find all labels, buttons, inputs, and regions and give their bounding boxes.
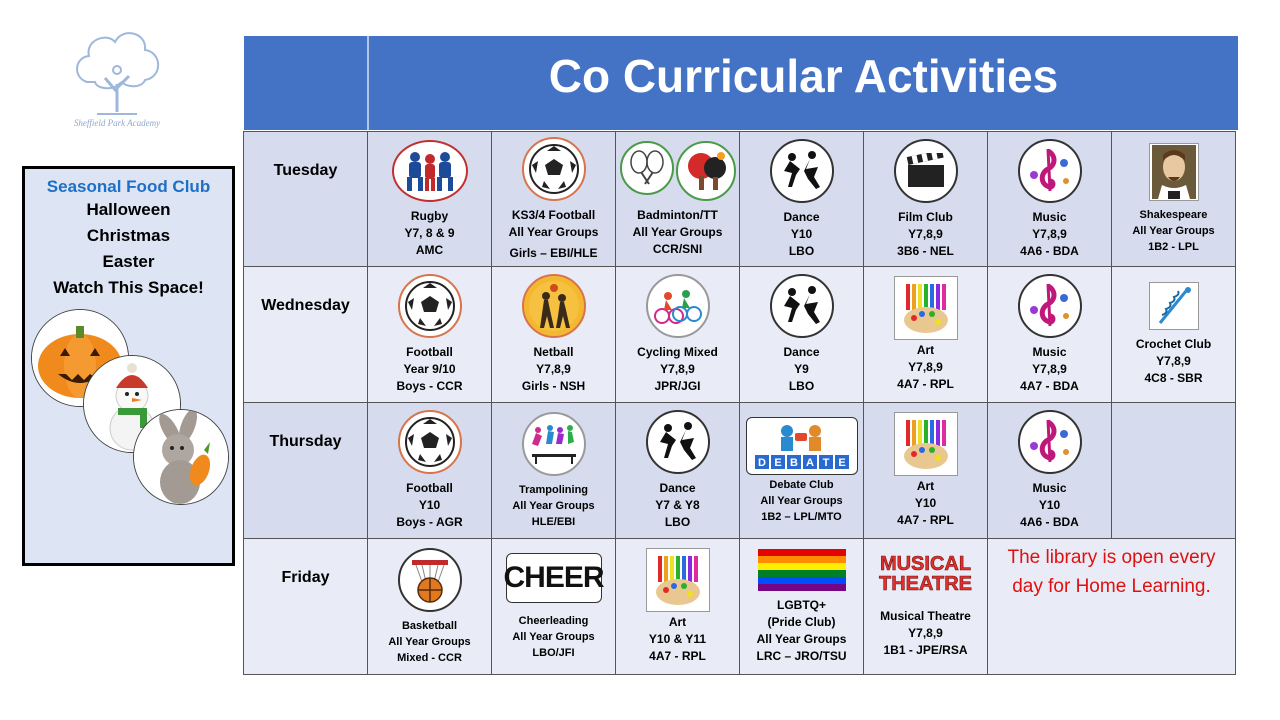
empty-cell <box>1112 403 1236 539</box>
activity-line: Crochet Club <box>1135 337 1212 351</box>
activity-cell <box>740 267 864 403</box>
activity-icon-wrap <box>864 139 987 203</box>
activity-line: Y9 <box>794 362 809 376</box>
activity-cell <box>368 132 492 267</box>
activity-line: Musical Theatre <box>880 609 971 623</box>
activity-details <box>988 209 1111 260</box>
activity-cell <box>492 539 616 675</box>
musical-theatre-icon: MUSICAL THEATRE <box>879 553 972 595</box>
rugby-icon <box>392 140 468 202</box>
activity-line: Y7,8,9 <box>1032 226 1067 241</box>
activity-details <box>368 618 491 666</box>
library-notice-cell <box>988 539 1236 675</box>
cycling-icon <box>646 274 710 338</box>
day-label: Friday <box>244 539 368 675</box>
activity-line: HLE/EBI <box>531 515 576 528</box>
trampolining-icon <box>522 412 586 476</box>
activity-line: Netball <box>533 345 574 359</box>
day-label: Tuesday <box>244 132 368 267</box>
library-notice: The library is open every day for Home Learning. <box>1007 547 1216 597</box>
music-icon <box>1018 139 1082 203</box>
food-club-title: Seasonal Food Club <box>46 177 211 196</box>
activity-icon-wrap <box>492 274 615 338</box>
activity-line: 4A6 - BDA <box>1020 515 1079 529</box>
activity-icon-wrap <box>368 140 491 202</box>
activity-details <box>616 480 739 531</box>
activity-details <box>368 344 491 395</box>
page-title: Co Curricular Activities <box>548 50 1059 102</box>
activity-details <box>368 208 491 259</box>
activity-cell <box>864 539 988 675</box>
activity-line: Y10 <box>790 226 813 241</box>
art-icon <box>894 276 958 340</box>
activity-line: All Year Groups <box>1132 225 1215 237</box>
activity-cell <box>864 132 988 267</box>
activity-cell <box>988 403 1112 539</box>
activity-line: 4A7 - BDA <box>1020 379 1079 393</box>
activity-line: Y7,8,9 <box>1032 362 1067 376</box>
activity-cell <box>616 132 740 267</box>
activity-line: Y7,8,9 <box>1156 354 1191 368</box>
shakespeare-icon <box>1149 143 1199 201</box>
svg-text:T: T <box>822 456 829 469</box>
activity-icon-wrap <box>740 274 863 338</box>
activity-line: Year 9/10 <box>403 362 456 376</box>
table-row-wednesday <box>244 267 1236 403</box>
activity-line: Dance <box>783 209 820 224</box>
seasonal-food-club-box <box>22 166 235 566</box>
activity-line: Music <box>1032 345 1067 359</box>
activity-cell <box>864 403 988 539</box>
dance-icon <box>646 410 710 474</box>
table-row-thursday <box>244 403 1236 539</box>
activity-icon-wrap <box>864 412 987 476</box>
clapperboard-icon <box>894 139 958 203</box>
food-club-item: Halloween <box>86 200 171 219</box>
food-club-item: Easter <box>102 252 155 271</box>
activity-line: (Pride Club) <box>767 614 836 629</box>
activity-icon-wrap <box>740 549 863 591</box>
activity-cell <box>616 403 740 539</box>
activity-cell <box>864 267 988 403</box>
music-icon <box>1018 274 1082 338</box>
activity-line: Y7,8,9 <box>660 362 695 376</box>
activity-line: KS3/4 Football <box>511 207 596 222</box>
activity-line: LBO <box>788 379 815 393</box>
activity-icon-wrap <box>988 410 1111 474</box>
activity-icon-wrap <box>988 274 1111 338</box>
activity-line: Boys - CCR <box>396 379 463 393</box>
activity-line: LBO <box>788 243 815 258</box>
activity-details <box>740 477 863 525</box>
activity-line: All Year Groups <box>508 224 599 239</box>
activity-icon-wrap <box>740 417 863 475</box>
activity-icon-wrap <box>740 139 863 203</box>
activity-line: Y7,8,9 <box>908 626 943 640</box>
debate-icon <box>746 417 858 475</box>
activity-cell <box>988 132 1112 267</box>
activity-line: 1B2 - LPL <box>1148 241 1199 253</box>
activity-icon-wrap <box>988 139 1111 203</box>
activity-icon-wrap <box>864 276 987 340</box>
food-club-item: Christmas <box>86 226 171 245</box>
activity-details <box>616 614 739 665</box>
activity-icon-wrap <box>616 548 739 612</box>
activity-cell <box>1112 132 1236 267</box>
activity-line: Cycling Mixed <box>637 345 718 359</box>
activity-line: Rugby <box>410 208 449 223</box>
activity-line: Y10 <box>914 496 937 510</box>
activity-details <box>988 344 1111 395</box>
svg-text:D: D <box>757 456 766 469</box>
timetable <box>243 131 1236 675</box>
dance-icon <box>770 274 834 338</box>
activity-line: Girls – EBI/HLE <box>509 245 598 260</box>
activity-line: All Year Groups <box>760 494 843 507</box>
activity-cell <box>988 267 1112 403</box>
activity-line: Mixed - CCR <box>397 651 462 664</box>
activity-line: Y10 <box>1038 498 1061 512</box>
activity-line: Badminton/TT <box>637 207 718 222</box>
activity-details <box>492 207 615 262</box>
activity-line: 1B2 – LPL/MTO <box>761 510 842 523</box>
activity-icon-wrap <box>492 553 615 603</box>
activity-icon-wrap <box>368 410 491 474</box>
activity-cell <box>616 539 740 675</box>
activity-line: Girls - NSH <box>521 379 586 393</box>
activity-line: All Year Groups <box>632 224 723 239</box>
activity-line: Shakespeare <box>1139 209 1208 221</box>
activity-details <box>492 344 615 395</box>
activity-cell <box>368 267 492 403</box>
activity-line: All Year Groups <box>512 630 595 643</box>
activity-line: Y10 <box>418 498 441 512</box>
table-row-tuesday <box>244 132 1236 267</box>
activity-line: LRC – JRO/TSU <box>756 648 847 663</box>
activity-icon-wrap <box>492 412 615 476</box>
activity-cell <box>492 267 616 403</box>
activity-cell <box>740 403 864 539</box>
activity-line: All Year Groups <box>388 635 471 648</box>
tree-logo-icon <box>67 22 167 122</box>
netball-icon <box>522 274 586 338</box>
activity-line: Y7,8,9 <box>908 360 943 374</box>
activity-line: CCR/SNI <box>652 241 703 256</box>
activity-cell <box>740 132 864 267</box>
activity-details <box>864 478 987 529</box>
activity-cell <box>368 539 492 675</box>
activity-line: LBO <box>664 515 691 529</box>
activity-line: Y7,8,9 <box>536 362 571 376</box>
activity-line: 4A7 - RPL <box>897 377 954 391</box>
pride-flag-icon <box>758 549 846 591</box>
activity-line: All Year Groups <box>512 499 595 512</box>
activity-cell <box>492 403 616 539</box>
football-icon <box>522 137 586 201</box>
activity-details <box>740 597 863 665</box>
day-label: Wednesday <box>244 267 368 403</box>
activity-line: Football <box>406 345 453 359</box>
cheer-icon: CHEER <box>506 553 602 603</box>
activity-icon-wrap <box>1112 143 1235 201</box>
activity-line: 1B1 - JPE/RSA <box>883 643 968 657</box>
activity-icon-wrap <box>492 137 615 201</box>
activity-line: JPR/JGI <box>654 379 701 393</box>
activity-line: 4A7 - RPL <box>897 513 954 527</box>
activity-line: LGBTQ+ <box>776 597 826 612</box>
svg-text:E: E <box>773 456 782 469</box>
activity-line: Dance <box>783 345 820 359</box>
svg-text:E: E <box>837 456 846 469</box>
activity-details <box>492 482 615 530</box>
football-icon <box>398 410 462 474</box>
activity-icon-wrap <box>368 274 491 338</box>
activity-details <box>616 207 739 258</box>
activity-line: Basketball <box>401 619 458 632</box>
bunny-icon <box>133 409 229 505</box>
football-icon <box>398 274 462 338</box>
music-icon <box>1018 410 1082 474</box>
basketball-icon <box>398 548 462 612</box>
activity-line: Y7, 8 & 9 <box>404 225 455 240</box>
activity-icon-wrap <box>368 548 491 612</box>
activity-line: Film Club <box>898 209 953 224</box>
activity-line: LBO/JFI <box>532 646 575 659</box>
activity-line: Cheerleading <box>518 614 589 627</box>
academy-logo <box>62 22 172 140</box>
art-icon <box>646 548 710 612</box>
day-label: Thursday <box>244 403 368 539</box>
activity-icon-wrap <box>616 410 739 474</box>
activity-line: Y7 & Y8 <box>655 498 700 512</box>
food-club-item: Watch This Space! <box>53 278 204 297</box>
activity-line: 4A6 - BDA <box>1020 243 1079 258</box>
table-row-friday <box>244 539 1236 675</box>
activity-line: Y10 & Y11 <box>648 632 707 646</box>
activity-line: Football <box>406 481 453 495</box>
activity-details <box>616 344 739 395</box>
activity-icon-wrap <box>616 274 739 338</box>
dance-icon <box>770 139 834 203</box>
activity-line: Art <box>916 343 935 357</box>
title-banner <box>244 36 1238 130</box>
activity-cell <box>368 403 492 539</box>
activity-line: Art <box>916 479 935 493</box>
activity-cell <box>1112 267 1236 403</box>
badminton-tabletennis-icon <box>616 141 739 201</box>
activity-line: 4A7 - RPL <box>649 649 706 663</box>
svg-text:A: A <box>805 456 814 469</box>
activity-details <box>368 480 491 531</box>
activity-line: All Year Groups <box>756 631 847 646</box>
activity-line: Dance <box>659 481 696 495</box>
activity-line: Y7,8,9 <box>908 226 943 241</box>
activity-line: Trampolining <box>518 483 589 496</box>
logo-text: Sheffield Park Academy <box>73 118 161 128</box>
crochet-icon <box>1149 282 1199 330</box>
activity-line: Music <box>1032 481 1067 495</box>
activity-details <box>1112 336 1235 387</box>
activity-details <box>740 344 863 395</box>
activity-line: 4C8 - SBR <box>1144 371 1203 385</box>
svg-text:B: B <box>789 456 798 469</box>
activity-line: 3B6 - NEL <box>897 243 954 258</box>
activity-icon-wrap <box>864 554 987 598</box>
activity-details <box>864 209 987 260</box>
activity-line: Debate Club <box>769 478 834 491</box>
activity-icon-wrap <box>1112 282 1235 330</box>
activity-line: AMC <box>415 242 444 257</box>
art-icon <box>894 412 958 476</box>
activity-line: Music <box>1032 209 1067 224</box>
activity-line: Art <box>668 615 687 629</box>
activity-details <box>1112 207 1235 255</box>
activity-details <box>864 608 987 659</box>
activity-cell <box>740 539 864 675</box>
activity-details <box>864 342 987 393</box>
activity-details <box>988 480 1111 531</box>
activity-details <box>492 613 615 661</box>
activity-cell <box>492 132 616 267</box>
activity-cell <box>616 267 740 403</box>
activity-line: Boys - AGR <box>396 515 463 529</box>
activity-details <box>740 209 863 260</box>
